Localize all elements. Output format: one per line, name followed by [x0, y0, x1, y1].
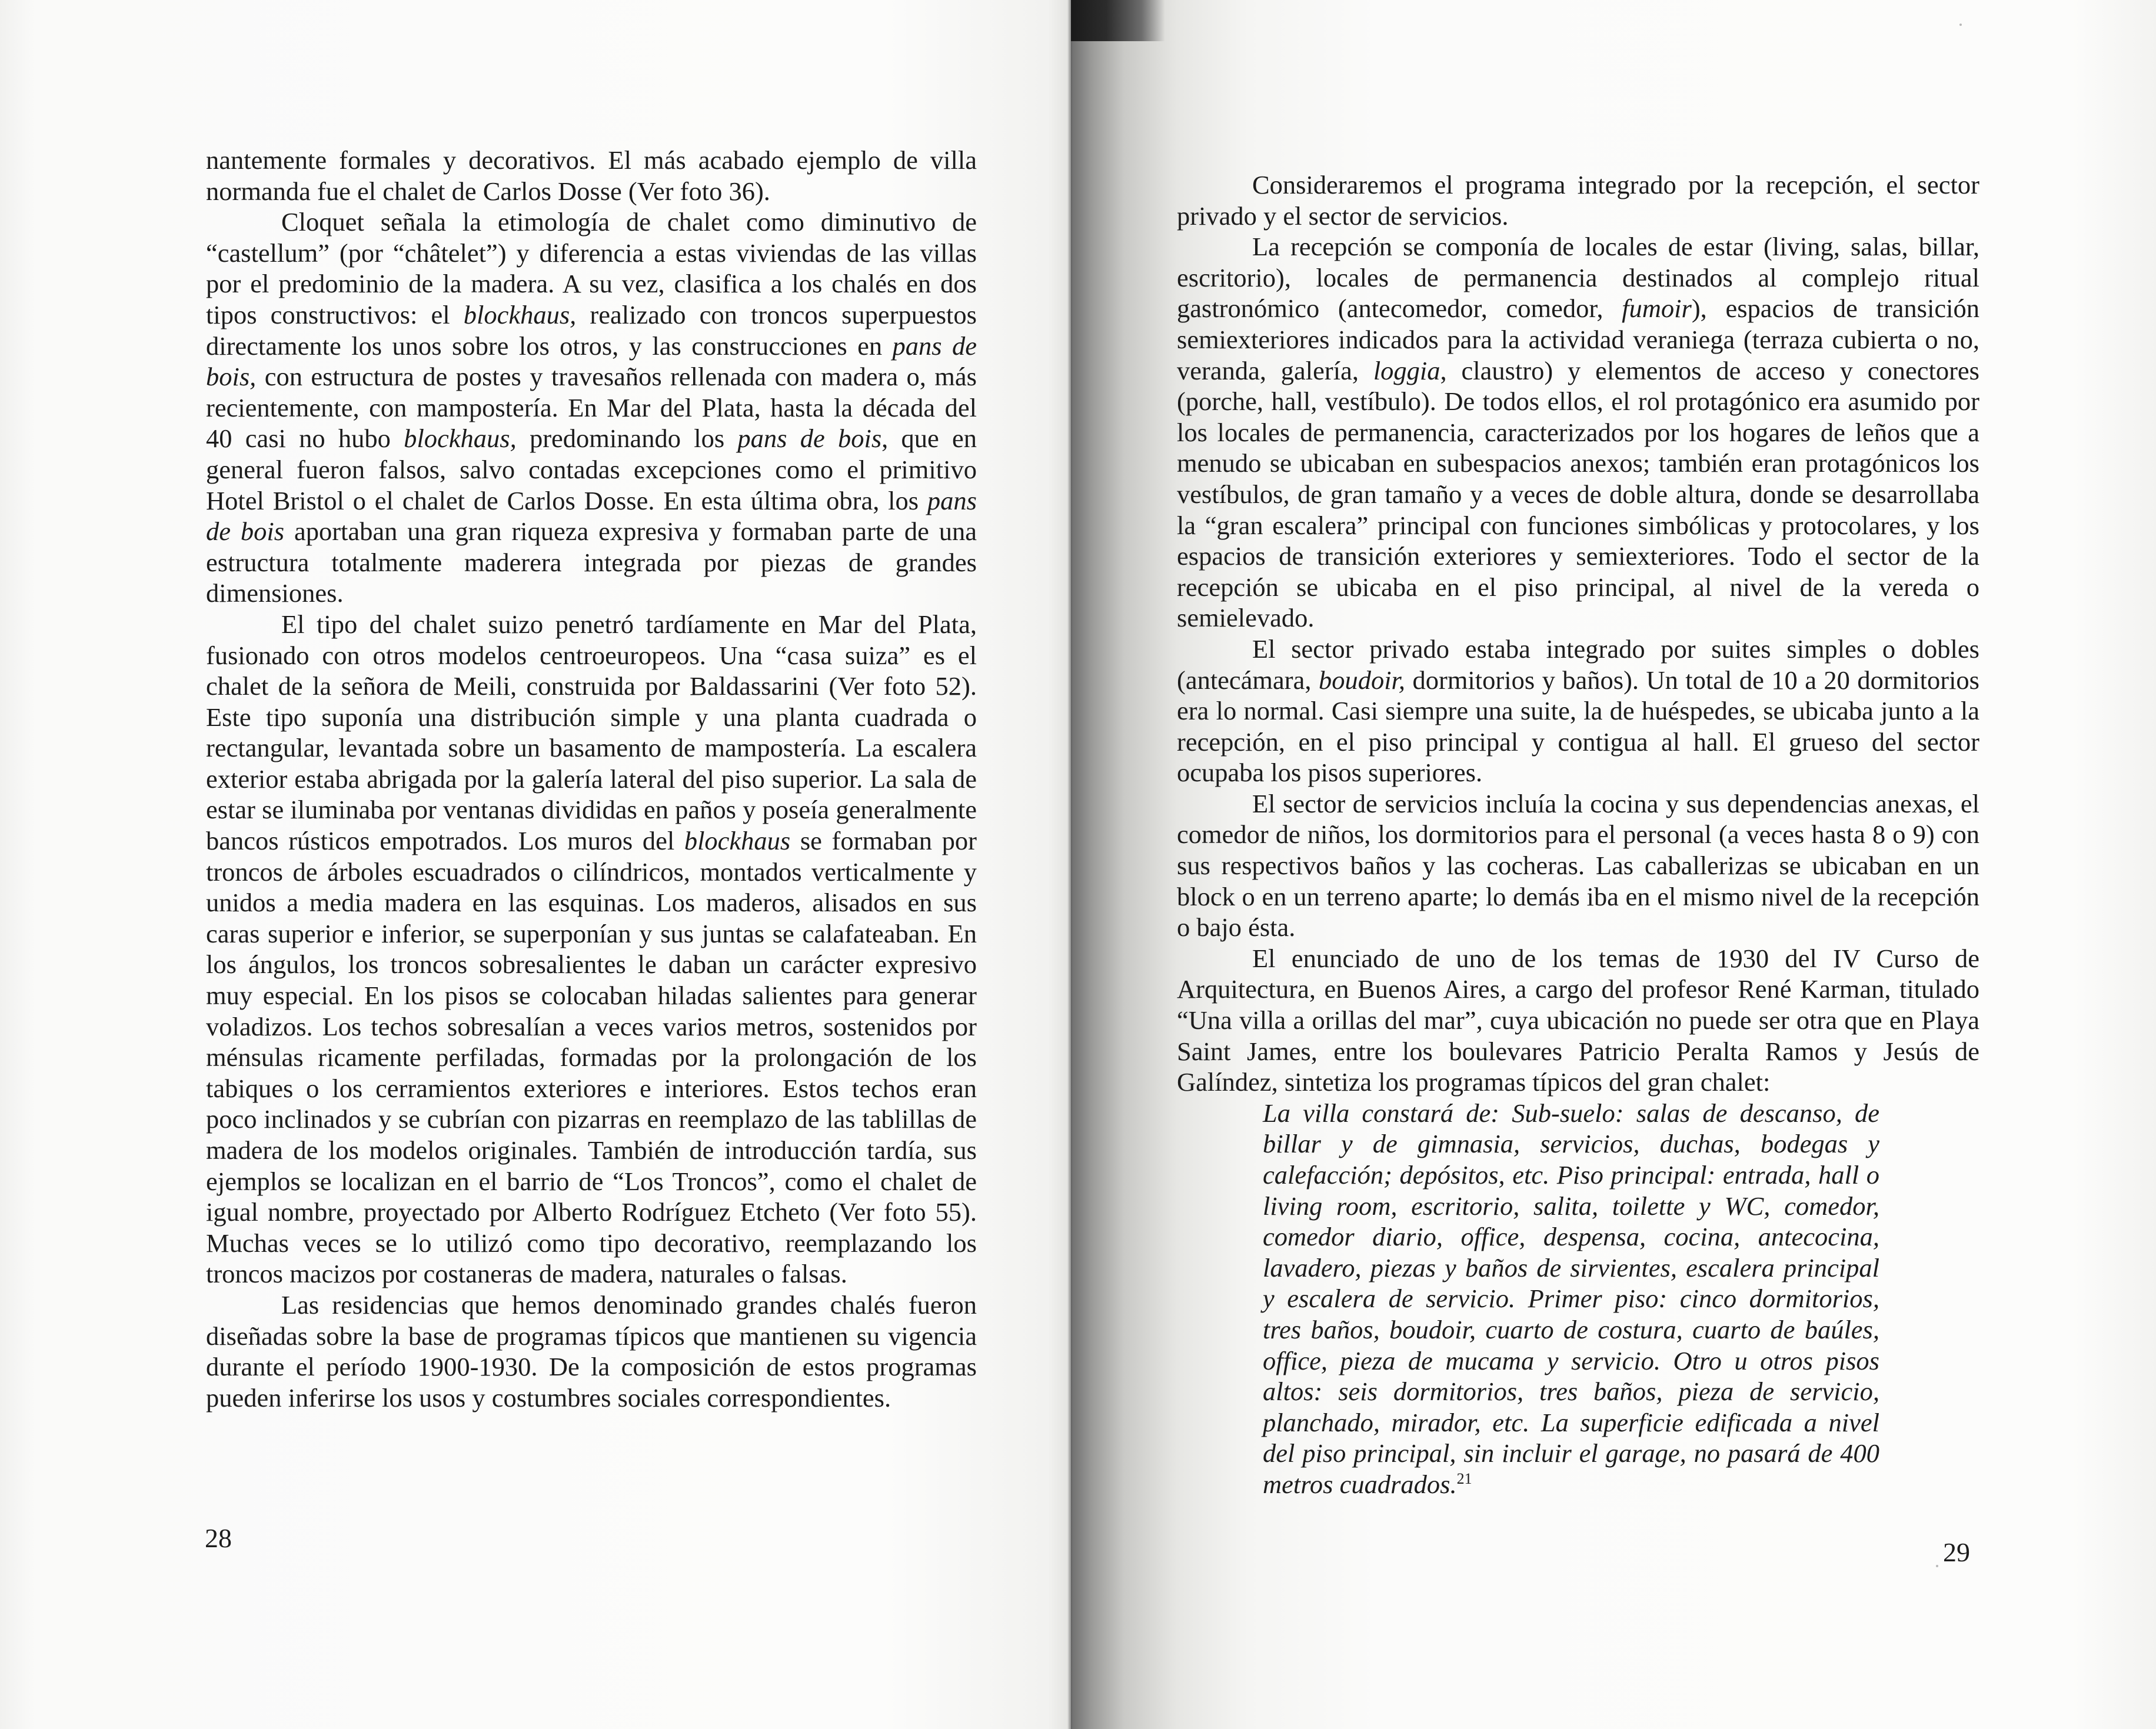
text-run: realizado con troncos superpuestos directamente los unos sobre los otros, y las construcciones en [206, 299, 977, 361]
italic-text: pans de bois, [206, 331, 977, 392]
text-run: aportaban una gran riqueza expresiva y formaban parte de una estructura totalmente maderera integrada por piezas de grandes dimensiones. [206, 517, 977, 608]
block-quote [1263, 1098, 1879, 1500]
paragraph [1177, 634, 1979, 788]
paragraph [1177, 169, 1979, 231]
right-page-body [1177, 169, 1979, 1500]
text-run: , que en general fueron falsos, salvo contadas excepciones como el primitivo Hotel Bristol o el chalet de Carlos Dosse. En esta última obra, los [206, 424, 977, 515]
text-run: El tipo del chalet suizo penetró tardíamente en Mar del Plata, fusionado con otros modelos centroeuropeos. Una “casa suiza” es el chalet de la señora de Meili, construida por Baldassarini (Ver foto 52). Este tipo suponía una distribución simple y una planta cuadrada o rectangular, levantada sobre un basamento de mampostería. La escalera exterior estaba abrigada por la galería lateral del piso superior. La sala de estar se iluminaba por ventanas divididas en paños y poseía generalmente bancos rústicos empotrados. Los muros del [206, 609, 977, 856]
italic-text: pans de bois [206, 485, 977, 547]
text-run: predominando los [516, 424, 738, 454]
text-run: Las residencias que hemos denominado grandes chalés fueron diseñadas sobre la base de programas típicos que mantienen su vigencia durante el período 1900-1930. De la composición de estos programas pueden inferirse los usos y costumbres sociales correspondientes. [206, 1290, 977, 1412]
text-run: con estructura de postes y travesaños rellenada con madera o, más recientemente, con mampostería. En Mar del Plata, hasta la década del 40 casi no hubo [206, 362, 977, 454]
page-number-right: 29 [1943, 1537, 1970, 1567]
paper-speck [1936, 1565, 1938, 1567]
text-run: La recepción se componía de locales de estar (living, salas, billar, escritorio), locales de permanencia destinados al complejo ritual gastronómico (antecomedor, comedor, [1177, 232, 1979, 324]
text-run: El sector privado estaba integrado por suites simples o dobles (antecámara, [1177, 634, 1979, 695]
text-run: Consideraremos el programa integrado por la recepción, el sector privado y el sector de servicios. [1177, 170, 1979, 231]
gutter-shadow [1071, 0, 1165, 41]
page-number-left: 28 [205, 1523, 232, 1553]
book-gutter [1067, 0, 1072, 1729]
italic-text: fumoir [1622, 294, 1692, 324]
paragraph [206, 1290, 977, 1413]
left-page-body [206, 145, 977, 1413]
italic-text: blockhaus, [404, 424, 517, 454]
italic-text: loggia [1373, 355, 1440, 385]
italic-text: pans de bois [737, 424, 882, 454]
paragraph [206, 609, 977, 1290]
italic-text: La villa constará de: Sub-suelo: salas de descanso, de billar y de gimnasia, servicios, duchas, bodegas y calefacción; depósitos, etc. Piso principal: entrada, hall o living room, escritorio, salita, toilette y WC, comedor, comedor diario, office, despensa, cocina, antecocina, lavadero, piezas y baños de sirvientes, escalera principal y escalera de servicio. Primer piso: cinco dormitorios, tres baños, boudoir, cuarto de costura, cuarto de baúles, office, pieza de mucama y servicio. Otro u otros pisos altos: seis dormitorios, tres baños, pieza de servicio, planchado, mirador, etc. La superficie edificada a nivel del piso principal, sin incluir el garage, no pasará de 400 metros cuadrados. [1263, 1098, 1879, 1499]
text-run: , claustro) y elementos de acceso y conectores (porche, hall, vestíbulo). De todos ellos, el rol protagónico era asumido por los locales de permanencia, caracterizados por los hogares de leños que a menudo se ubicaban en subespacios anexos; también eran protagónicos los vestíbulos, de gran tamaño y a veces de doble altura, donde se desarrollaba la “gran escalera” principal con funciones simbólicas y protocolares, y los espacios de transición exteriores y semiexteriores. Todo el sector de la recepción se ubicaba en el piso principal, al nivel de la vereda o semielevado. [1177, 355, 1979, 633]
paragraph [206, 206, 977, 609]
paragraph [1177, 943, 1979, 1098]
text-run: El enunciado de uno de los temas de 1930 del IV Curso de Arquitectura, en Buenos Aires, a cargo del profesor René Karman, titulado “Una villa a orillas del mar”, cuya ubicación no puede ser otra que en Playa Saint James, entre los boulevares Patricio Peralta Ramos y Jesús de Galíndez, sintetiza los programas típicos del gran chalet: [1177, 943, 1979, 1097]
text-run: Cloquet señala la etimología de chalet como diminutivo de “castellum” (por “châtelet”) y diferencia a estas viviendas de las villas por el predominio de la madera. A su vez, clasifica a los chalés en dos tipos constructivos: el [206, 207, 977, 329]
text-run: ), espacios de transición semiexteriores indicados para la actividad veraniega (terraza cubierta o no, veranda, galería, [1177, 294, 1979, 385]
paragraph [1177, 788, 1979, 943]
paragraph [206, 145, 977, 206]
text-run: se formaban por troncos de árboles escuadrados o cilíndricos, montados verticalmente y unidos a media madera en las esquinas. Los maderos, alisados en sus caras superior e inferior, se superponían y sus juntas se calafateaban. En los ángulos, los troncos sobresalientes le daban un carácter expresivo muy especial. En los pisos se colocaban hiladas salientes para generar voladizos. Los techos sobresalían a veces varios metros, sostenidos por ménsulas ricamente perfiladas, formadas por la prolongación de los tabiques o los cerramientos exteriores e interiores. Estos techos eran poco inclinados y se cubrían con pizarras en reemplazo de las tablillas de madera de los modelos originales. También de introducción tardía, sus ejemplos se localizan en el barrio de “Los Troncos”, como el chalet de igual nombre, proyectado por Alberto Rodríguez Etcheto (Ver foto 55). Muchas veces se lo utilizó como tipo decorativo, reemplazando los troncos macizos por costaneras de madera, naturales o falsas. [206, 826, 977, 1289]
paper-speck [1959, 24, 1962, 26]
footnote-marker: 21 [1456, 1470, 1472, 1488]
italic-text: boudoir, [1318, 665, 1406, 695]
text-run: dormitorios y baños). Un total de 10 a 20 dormitorios era lo normal. Casi siempre una suite, la de huéspedes, se ubicaba junto a la recepción, en el piso principal y contigua al hall. El grueso del sector ocupaba los pisos superiores. [1177, 665, 1979, 788]
italic-text: blockhaus [684, 826, 791, 856]
paragraph [1177, 231, 1979, 634]
text-run: El sector de servicios incluía la cocina y sus dependencias anexas, el comedor de niños, los dormitorios para el personal (a veces hasta 8 o 9) con sus respectivos baños y las cocheras. Las caballerizas se ubicaban en un block o en un terreno aparte; lo demás iba en el mismo nivel de la recepción o bajo ésta. [1177, 788, 1979, 942]
left-page [0, 0, 1071, 1729]
italic-text: blockhaus, [463, 299, 577, 329]
text-run: nantemente formales y decorativos. El más acabado ejemplo de villa normanda fue el chalet de Carlos Dosse (Ver foto 36). [206, 145, 977, 206]
right-page [1071, 0, 2156, 1729]
